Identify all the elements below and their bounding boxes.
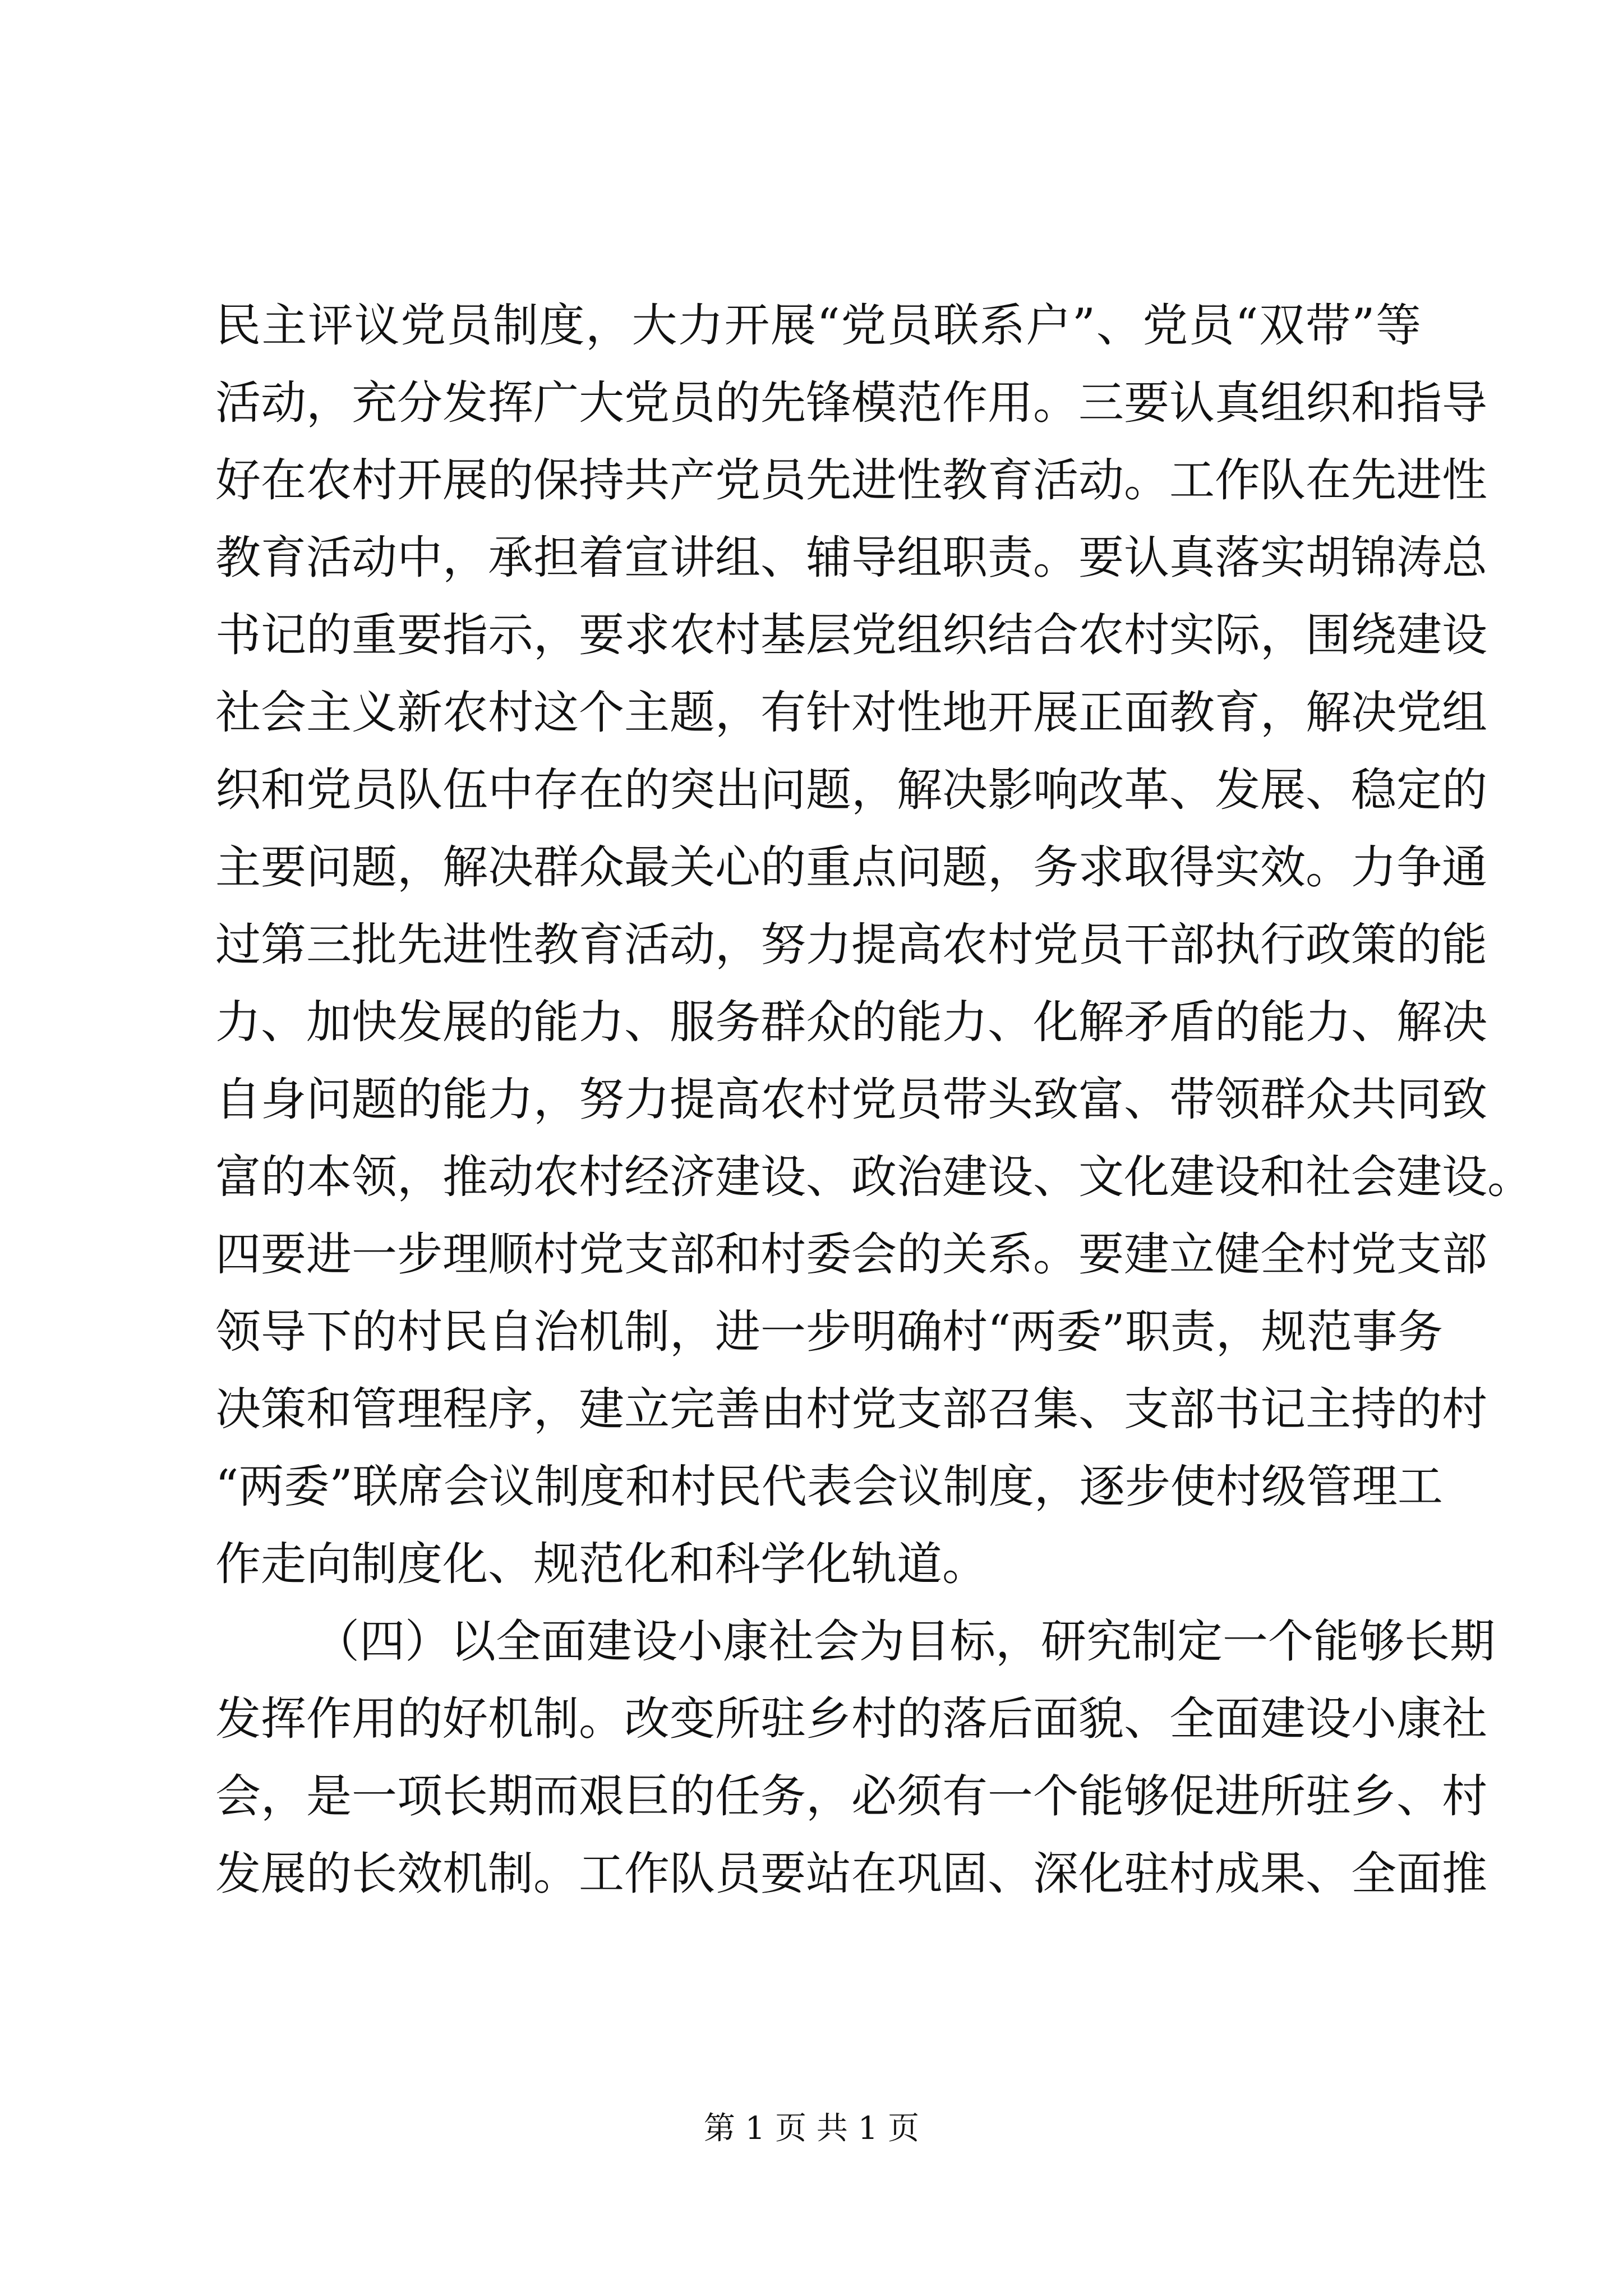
text-line: 领导下的村民自治机制，进一步明确村“两委”职责，规范事务 [215, 1306, 1443, 1359]
text-line: 发挥作用的好机制。改变所驻乡村的落后面貌、全面建设小康社 [215, 1693, 1488, 1746]
text-line: 主要问题，解决群众最关心的重点问题，务求取得实效。力争通 [215, 841, 1488, 894]
text-line: 富的本领，推动农村经济建设、政治建设、文化建设和社会建设。 [215, 1151, 1533, 1204]
paragraph-start-line: （四）以全面建设小康社会为目标，研究制定一个能够长期 [314, 1616, 1496, 1668]
text-line: 决策和管理程序，建立完善由村党支部召集、支部书记主持的村 [215, 1383, 1488, 1436]
text-line: 过第三批先进性教育活动，努力提高农村党员干部执行政策的能 [215, 919, 1488, 972]
text-line: 四要进一步理顺村党支部和村委会的关系。要建立健全村党支部 [215, 1228, 1488, 1281]
text-line: 织和党员队伍中存在的突出问题，解决影响改革、发展、稳定的 [215, 764, 1488, 817]
text-line: 书记的重要指示，要求农村基层党组织结合农村实际，围绕建设 [215, 609, 1488, 662]
text-line: 会，是一项长期而艰巨的任务，必须有一个能够促进所驻乡、村 [215, 1770, 1488, 1823]
text-line: 社会主义新农村这个主题，有针对性地开展正面教育，解决党组 [215, 687, 1488, 739]
body-text [215, 287, 1533, 1913]
text-line: “两委”联席会议制度和村民代表会议制度，逐步使村级管理工 [215, 1461, 1443, 1513]
page-number-footer: 第 1 页 共 1 页 [703, 2110, 920, 2147]
text-line: 教育活动中，承担着宣讲组、辅导组职责。要认真落实胡锦涛总 [215, 532, 1488, 585]
text-line: 民主评议党员制度，大力开展“党员联系户”、党员“双带”等 [215, 300, 1421, 352]
paragraph-end-line: 作走向制度化、规范化和科学化轨道。 [215, 1538, 988, 1591]
text-line: 自身问题的能力，努力提高农村党员带头致富、带领群众共同致 [215, 1074, 1488, 1126]
text-line: 发展的长效机制。工作队员要站在巩固、深化驻村成果、全面推 [215, 1848, 1488, 1901]
text-line: 力、加快发展的能力、服务群众的能力、化解矛盾的能力、解决 [215, 996, 1488, 1049]
text-line: 活动，充分发挥广大党员的先锋模范作用。三要认真组织和指导 [215, 377, 1488, 430]
text-line: 好在农村开展的保持共产党员先进性教育活动。工作队在先进性 [215, 454, 1488, 507]
